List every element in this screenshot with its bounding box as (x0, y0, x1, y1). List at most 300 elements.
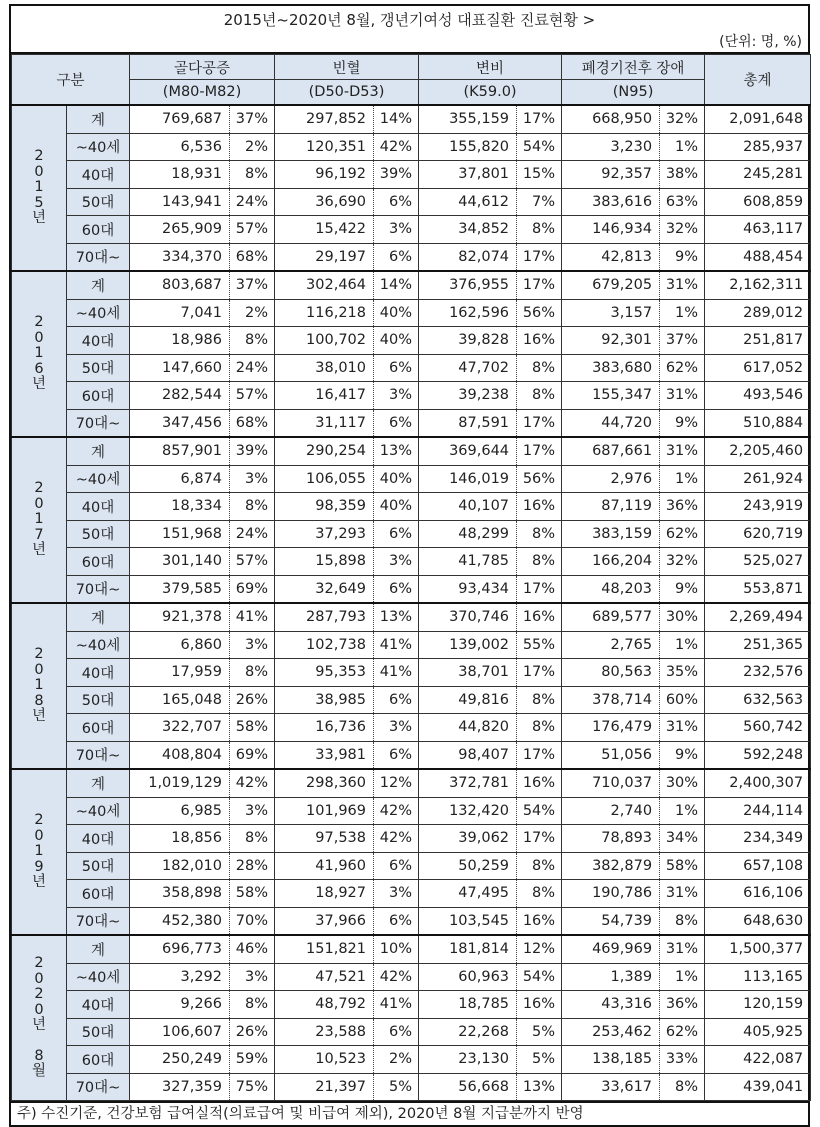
table-row (12, 963, 811, 991)
year-label (12, 105, 67, 271)
count-cell: 33,617 (562, 1073, 660, 1101)
percent-cell: 6% (374, 409, 419, 437)
percent-cell: 8% (230, 991, 275, 1019)
percent-cell: 38% (660, 161, 705, 189)
table-row (12, 437, 811, 465)
table-row (12, 659, 811, 687)
unit-label: (단위: 명, %) (719, 34, 802, 50)
count-cell: 80,563 (562, 659, 660, 687)
count-cell: 376,955 (419, 271, 517, 299)
percent-cell: 6% (374, 1018, 419, 1046)
table-row (12, 686, 811, 714)
count-cell: 29,197 (275, 243, 374, 271)
count-cell: 41,960 (275, 852, 374, 880)
age-label: ~40세 (67, 299, 130, 327)
table-row (12, 575, 811, 603)
count-cell: 34,852 (419, 216, 517, 244)
count-cell: 23,588 (275, 1018, 374, 1046)
percent-cell: 17% (517, 825, 562, 853)
table-row (12, 714, 811, 742)
count-cell: 44,612 (419, 188, 517, 216)
table-title: 2015년~2020년 8월, 갱년기여성 대표질환 진료현황 > (223, 11, 596, 29)
year-label-char: 년 (31, 874, 46, 891)
percent-cell: 12% (517, 935, 562, 963)
count-cell: 146,019 (419, 465, 517, 493)
table-row (12, 741, 811, 769)
header-code-menopause: (N95) (562, 80, 705, 106)
total-cell: 493,546 (705, 382, 811, 410)
age-label: 40대 (67, 825, 130, 853)
total-cell: 525,027 (705, 548, 811, 576)
age-label: 50대 (67, 686, 130, 714)
percent-cell: 1% (660, 631, 705, 659)
percent-cell: 5% (517, 1046, 562, 1074)
count-cell: 689,577 (562, 603, 660, 631)
age-label: ~40세 (67, 631, 130, 659)
percent-cell: 16% (517, 769, 562, 797)
count-cell: 334,370 (130, 243, 230, 271)
year-label-char: 1 (34, 511, 44, 528)
total-cell: 2,269,494 (705, 603, 811, 631)
header-code-anemia: (D50-D53) (275, 80, 419, 106)
percent-cell: 54% (517, 963, 562, 991)
percent-cell: 30% (660, 769, 705, 797)
count-cell: 769,687 (130, 105, 230, 133)
percent-cell: 6% (374, 907, 419, 935)
age-label: 계 (67, 769, 130, 797)
percent-cell: 57% (230, 548, 275, 576)
year-label-char: 월 (31, 1063, 46, 1080)
count-cell: 39,828 (419, 327, 517, 355)
total-cell: 488,454 (705, 243, 811, 271)
count-cell: 47,521 (275, 963, 374, 991)
count-cell: 78,893 (562, 825, 660, 853)
percent-cell: 55% (517, 631, 562, 659)
percent-cell: 37% (230, 271, 275, 299)
count-cell: 98,359 (275, 493, 374, 521)
age-label: 60대 (67, 880, 130, 908)
total-cell: 285,937 (705, 133, 811, 161)
year-label-char: 2 (34, 955, 44, 972)
percent-cell: 28% (230, 852, 275, 880)
count-cell: 37,966 (275, 907, 374, 935)
percent-cell: 54% (517, 797, 562, 825)
count-cell: 33,981 (275, 741, 374, 769)
count-cell: 138,185 (562, 1046, 660, 1074)
percent-cell: 8% (517, 686, 562, 714)
count-cell: 347,456 (130, 409, 230, 437)
year-label-char: 1 (34, 843, 44, 860)
percent-cell: 8% (660, 907, 705, 935)
percent-cell: 32% (660, 216, 705, 244)
count-cell: 60,963 (419, 963, 517, 991)
table-row (12, 188, 811, 216)
year-label-char: 년 (31, 376, 46, 393)
total-cell: 439,041 (705, 1073, 811, 1101)
footnote: 주) 수진기준, 건강보험 급여실적(의료급여 및 비급여 제외), 2020년 8월 지급분까지 반영 (11, 1101, 808, 1125)
count-cell: 287,793 (275, 603, 374, 631)
count-cell: 22,268 (419, 1018, 517, 1046)
year-label-char (12, 1034, 66, 1049)
year-label-char: 2 (34, 314, 44, 331)
percent-cell: 36% (660, 991, 705, 1019)
percent-cell: 31% (660, 935, 705, 963)
percent-cell: 31% (660, 382, 705, 410)
table-row (12, 880, 811, 908)
count-cell: 151,968 (130, 520, 230, 548)
percent-cell: 16% (517, 327, 562, 355)
count-cell: 38,985 (275, 686, 374, 714)
count-cell: 372,781 (419, 769, 517, 797)
count-cell: 265,909 (130, 216, 230, 244)
count-cell: 1,019,129 (130, 769, 230, 797)
percent-cell: 17% (517, 271, 562, 299)
percent-cell: 1% (660, 299, 705, 327)
count-cell: 155,820 (419, 133, 517, 161)
percent-cell: 8% (517, 714, 562, 742)
count-cell: 370,746 (419, 603, 517, 631)
count-cell: 18,334 (130, 493, 230, 521)
year-label-char: 6 (34, 360, 44, 377)
percent-cell: 12% (374, 769, 419, 797)
count-cell: 120,351 (275, 133, 374, 161)
age-label: 40대 (67, 991, 130, 1019)
year-label-char: 5 (34, 194, 44, 211)
age-label: 60대 (67, 714, 130, 742)
count-cell: 250,249 (130, 1046, 230, 1074)
percent-cell: 8% (517, 852, 562, 880)
percent-cell: 9% (660, 741, 705, 769)
count-cell: 48,299 (419, 520, 517, 548)
percent-cell: 8% (517, 548, 562, 576)
total-cell: 463,117 (705, 216, 811, 244)
percent-cell: 13% (374, 603, 419, 631)
year-label-char: 1 (34, 677, 44, 694)
percent-cell: 6% (374, 243, 419, 271)
total-cell: 2,205,460 (705, 437, 811, 465)
total-cell: 2,162,311 (705, 271, 811, 299)
percent-cell: 6% (374, 741, 419, 769)
count-cell: 162,596 (419, 299, 517, 327)
percent-cell: 3% (230, 797, 275, 825)
count-cell: 21,397 (275, 1073, 374, 1101)
percent-cell: 8% (517, 216, 562, 244)
percent-cell: 16% (517, 493, 562, 521)
total-cell: 620,719 (705, 520, 811, 548)
age-label: 60대 (67, 382, 130, 410)
percent-cell: 31% (660, 880, 705, 908)
count-cell: 87,119 (562, 493, 660, 521)
count-cell: 95,353 (275, 659, 374, 687)
percent-cell: 37% (660, 327, 705, 355)
count-cell: 408,804 (130, 741, 230, 769)
count-cell: 41,785 (419, 548, 517, 576)
percent-cell: 8% (230, 493, 275, 521)
count-cell: 18,986 (130, 327, 230, 355)
percent-cell: 1% (660, 797, 705, 825)
percent-cell: 42% (374, 825, 419, 853)
age-label: 40대 (67, 493, 130, 521)
age-label: 60대 (67, 1046, 130, 1074)
age-label: 50대 (67, 354, 130, 382)
count-cell: 15,422 (275, 216, 374, 244)
count-cell: 857,901 (130, 437, 230, 465)
total-cell: 244,114 (705, 797, 811, 825)
count-cell: 298,360 (275, 769, 374, 797)
count-cell: 165,048 (130, 686, 230, 714)
age-label: 50대 (67, 1018, 130, 1046)
count-cell: 100,702 (275, 327, 374, 355)
percent-cell: 42% (230, 769, 275, 797)
count-cell: 176,479 (562, 714, 660, 742)
percent-cell: 17% (517, 409, 562, 437)
count-cell: 40,107 (419, 493, 517, 521)
age-label: 60대 (67, 216, 130, 244)
year-label-char: 1 (34, 345, 44, 362)
year-label-char: 2 (34, 986, 44, 1003)
year-label (12, 935, 67, 1101)
year-label-char: 8 (34, 692, 44, 709)
percent-cell: 13% (374, 437, 419, 465)
percent-cell: 41% (374, 659, 419, 687)
year-label-char: 1 (34, 179, 44, 196)
year-label-char: 2 (34, 812, 44, 829)
count-cell: 93,434 (419, 575, 517, 603)
age-label: ~40세 (67, 963, 130, 991)
title-box (11, 6, 808, 54)
count-cell: 50,259 (419, 852, 517, 880)
percent-cell: 6% (374, 520, 419, 548)
year-label-char: 년 (31, 708, 46, 725)
count-cell: 92,357 (562, 161, 660, 189)
percent-cell: 69% (230, 741, 275, 769)
count-cell: 44,820 (419, 714, 517, 742)
count-cell: 132,420 (419, 797, 517, 825)
percent-cell: 3% (230, 465, 275, 493)
table-row (12, 327, 811, 355)
table-row (12, 216, 811, 244)
count-cell: 98,407 (419, 741, 517, 769)
total-cell: 245,281 (705, 161, 811, 189)
count-cell: 383,616 (562, 188, 660, 216)
count-cell: 38,701 (419, 659, 517, 687)
table-row (12, 769, 811, 797)
year-label-char: 0 (34, 661, 44, 678)
count-cell: 3,292 (130, 963, 230, 991)
count-cell: 383,159 (562, 520, 660, 548)
count-cell: 44,720 (562, 409, 660, 437)
year-label (12, 437, 67, 603)
percent-cell: 68% (230, 409, 275, 437)
count-cell: 32,649 (275, 575, 374, 603)
total-cell: 553,871 (705, 575, 811, 603)
percent-cell: 6% (374, 575, 419, 603)
count-cell: 921,378 (130, 603, 230, 631)
age-label: ~40세 (67, 133, 130, 161)
percent-cell: 3% (230, 631, 275, 659)
table-row (12, 852, 811, 880)
count-cell: 47,495 (419, 880, 517, 908)
count-cell: 803,687 (130, 271, 230, 299)
table-row (12, 1046, 811, 1074)
year-label-char: 2 (34, 480, 44, 497)
count-cell: 23,130 (419, 1046, 517, 1074)
percent-cell: 8% (230, 659, 275, 687)
count-cell: 6,536 (130, 133, 230, 161)
percent-cell: 39% (374, 161, 419, 189)
table-row (12, 548, 811, 576)
count-cell: 82,074 (419, 243, 517, 271)
count-cell: 710,037 (562, 769, 660, 797)
percent-cell: 40% (374, 493, 419, 521)
year-label-char: 2 (34, 646, 44, 663)
header-disease-constipation: 변비 (419, 55, 562, 80)
percent-cell: 34% (660, 825, 705, 853)
count-cell: 687,661 (562, 437, 660, 465)
count-cell: 97,538 (275, 825, 374, 853)
age-label: 50대 (67, 188, 130, 216)
percent-cell: 7% (517, 188, 562, 216)
percent-cell: 17% (517, 659, 562, 687)
count-cell: 116,218 (275, 299, 374, 327)
count-cell: 106,055 (275, 465, 374, 493)
percent-cell: 1% (660, 133, 705, 161)
age-label: 70대~ (67, 907, 130, 935)
count-cell: 39,062 (419, 825, 517, 853)
count-cell: 143,941 (130, 188, 230, 216)
total-cell: 510,884 (705, 409, 811, 437)
count-cell: 369,644 (419, 437, 517, 465)
percent-cell: 35% (660, 659, 705, 687)
percent-cell: 3% (374, 880, 419, 908)
total-cell: 2,400,307 (705, 769, 811, 797)
year-label (12, 271, 67, 437)
table-row (12, 603, 811, 631)
count-cell: 378,714 (562, 686, 660, 714)
year-label-char: 2 (34, 148, 44, 165)
table-row (12, 935, 811, 963)
count-cell: 17,959 (130, 659, 230, 687)
percent-cell: 57% (230, 382, 275, 410)
percent-cell: 60% (660, 686, 705, 714)
count-cell: 2,740 (562, 797, 660, 825)
age-label: 70대~ (67, 575, 130, 603)
total-cell: 592,248 (705, 741, 811, 769)
total-cell: 422,087 (705, 1046, 811, 1074)
percent-cell: 58% (660, 852, 705, 880)
count-cell: 382,879 (562, 852, 660, 880)
count-cell: 48,792 (275, 991, 374, 1019)
count-cell: 102,738 (275, 631, 374, 659)
year-label-char: 0 (34, 970, 44, 987)
year-label (12, 769, 67, 935)
table-row (12, 161, 811, 189)
percent-cell: 62% (660, 354, 705, 382)
percent-cell: 1% (660, 963, 705, 991)
table-row (12, 825, 811, 853)
header-category: 구분 (12, 55, 130, 106)
table-row (12, 271, 811, 299)
count-cell: 54,739 (562, 907, 660, 935)
count-cell: 181,814 (419, 935, 517, 963)
percent-cell: 54% (517, 133, 562, 161)
count-cell: 282,544 (130, 382, 230, 410)
year-label-char: 0 (34, 163, 44, 180)
table-row (12, 133, 811, 161)
age-label: 50대 (67, 852, 130, 880)
count-cell: 151,821 (275, 935, 374, 963)
count-cell: 3,157 (562, 299, 660, 327)
count-cell: 379,585 (130, 575, 230, 603)
percent-cell: 24% (230, 354, 275, 382)
percent-cell: 2% (374, 1046, 419, 1074)
count-cell: 42,813 (562, 243, 660, 271)
count-cell: 92,301 (562, 327, 660, 355)
percent-cell: 42% (374, 797, 419, 825)
percent-cell: 14% (374, 271, 419, 299)
table-row (12, 493, 811, 521)
age-label: 계 (67, 105, 130, 133)
total-cell: 1,500,377 (705, 935, 811, 963)
year-label-char: 8 (34, 1047, 44, 1064)
count-cell: 327,359 (130, 1073, 230, 1101)
percent-cell: 6% (374, 686, 419, 714)
count-cell: 31,117 (275, 409, 374, 437)
percent-cell: 6% (374, 354, 419, 382)
percent-cell: 8% (230, 161, 275, 189)
count-cell: 16,736 (275, 714, 374, 742)
percent-cell: 3% (230, 963, 275, 991)
percent-cell: 3% (374, 382, 419, 410)
count-cell: 47,702 (419, 354, 517, 382)
count-cell: 49,816 (419, 686, 517, 714)
header-total: 총계 (705, 55, 811, 106)
total-cell: 232,576 (705, 659, 811, 687)
percent-cell: 6% (374, 188, 419, 216)
count-cell: 383,680 (562, 354, 660, 382)
percent-cell: 41% (230, 603, 275, 631)
data-table (11, 54, 811, 1101)
count-cell: 96,192 (275, 161, 374, 189)
age-label: 계 (67, 437, 130, 465)
percent-cell: 32% (660, 105, 705, 133)
percent-cell: 62% (660, 520, 705, 548)
count-cell: 147,660 (130, 354, 230, 382)
percent-cell: 31% (660, 271, 705, 299)
age-label: 계 (67, 271, 130, 299)
count-cell: 2,976 (562, 465, 660, 493)
year-label-char: 7 (34, 526, 44, 543)
table-row (12, 409, 811, 437)
percent-cell: 42% (374, 963, 419, 991)
year-label-char: 년 (31, 542, 46, 559)
total-cell: 657,108 (705, 852, 811, 880)
percent-cell: 3% (374, 216, 419, 244)
table-row (12, 382, 811, 410)
table-row (12, 907, 811, 935)
stats-table-document (9, 4, 810, 1127)
percent-cell: 9% (660, 575, 705, 603)
count-cell: 36,690 (275, 188, 374, 216)
percent-cell: 37% (230, 105, 275, 133)
total-cell: 632,563 (705, 686, 811, 714)
percent-cell: 8% (230, 327, 275, 355)
count-cell: 355,159 (419, 105, 517, 133)
total-cell: 648,630 (705, 907, 811, 935)
count-cell: 290,254 (275, 437, 374, 465)
percent-cell: 46% (230, 935, 275, 963)
percent-cell: 58% (230, 714, 275, 742)
